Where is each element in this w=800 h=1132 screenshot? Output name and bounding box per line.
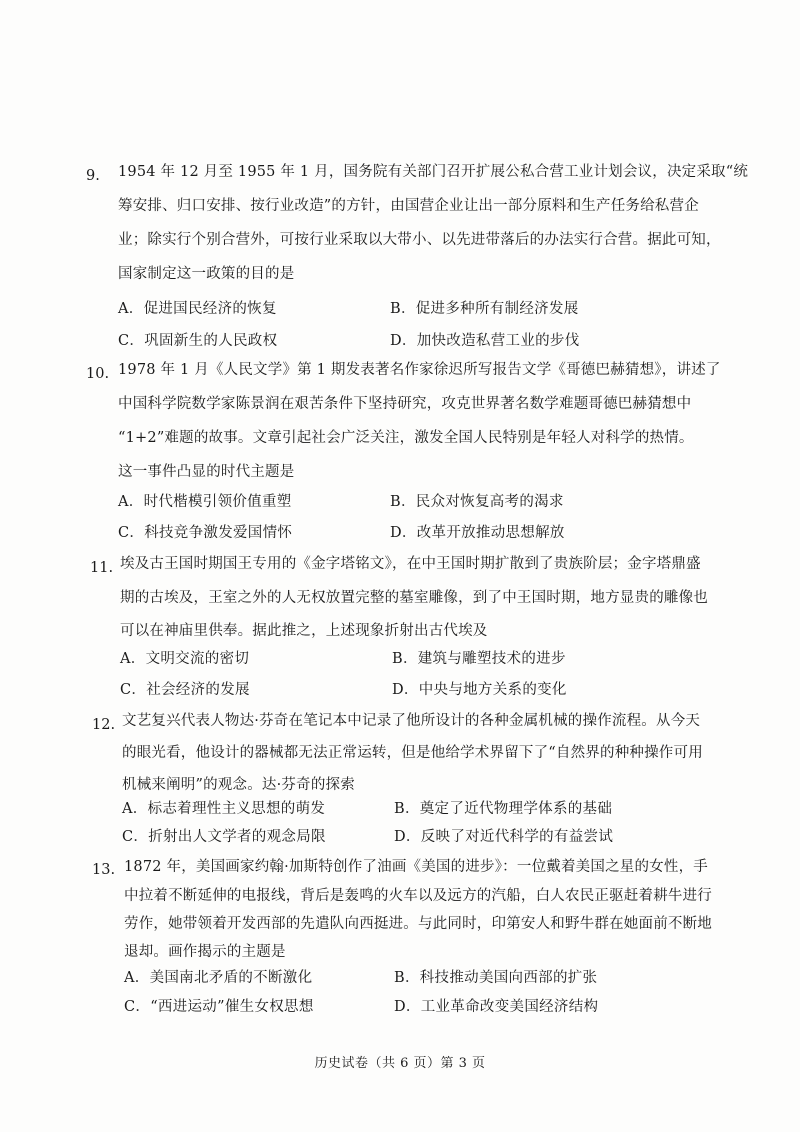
question-number: 13. xyxy=(92,862,116,878)
question-text-line: 这一事件凸显的时代主题是 xyxy=(118,464,295,480)
option-d[interactable]: D．中央与地方关系的变化 xyxy=(392,682,567,698)
option-a[interactable]: A．时代楷模引领价值重塑 xyxy=(118,494,292,510)
option-a[interactable]: A．文明交流的密切 xyxy=(120,651,250,667)
option-d[interactable]: D．加快改造私营工业的步伐 xyxy=(390,333,580,349)
question-text-line: 机械来阐明”的观念。达·芬奇的探索 xyxy=(122,777,355,793)
option-a[interactable]: A．美国南北矛盾的不断激化 xyxy=(124,970,313,986)
question-text-line: 可以在神庙里供奉。据此推之，上述现象折射出古代埃及 xyxy=(120,623,488,639)
option-a[interactable]: A．标志着理性主义思想的萌发 xyxy=(122,801,326,817)
question-number: 11. xyxy=(90,560,114,576)
question-text-line: 期的古埃及，王室之外的人无权放置完整的墓室雕像，到了中王国时期，地方显贵的雕像也 xyxy=(120,590,708,606)
question-text-line: “1+2”难题的故事。文章引起社会广泛关注，激发全国人民特别是年轻人对科学的热情。 xyxy=(118,430,694,446)
question-text-line: 1872 年，美国画家约翰·加斯特创作了油画《美国的进步》：一位戴着美国之星的女性，手 xyxy=(124,859,708,875)
option-b[interactable]: B．促进多种所有制经济发展 xyxy=(390,301,579,317)
option-d[interactable]: D．改革开放推动思想解放 xyxy=(390,525,565,541)
question-text-line: 筹安排、归口安排、按行业改造”的方针，由国营企业让出一部分原料和生产任务给私营企 xyxy=(118,198,699,214)
option-b[interactable]: B．科技推动美国向西部的扩张 xyxy=(394,970,598,986)
question-text-line: 劳作，她带领着开发西部的先遣队向西挺进。与此同时，印第安人和野牛群在她面前不断地 xyxy=(124,916,712,932)
question-text-line: 业；除实行个别合营外，可按行业采取以大带小、以先进带落后的办法实行合营。据此可知， xyxy=(118,232,721,248)
option-d[interactable]: D．工业革命改变美国经济结构 xyxy=(394,999,599,1015)
question-text-line: 中拉着不断延伸的电报线，背后是轰鸣的火车以及远方的汽船，白人农民正驱赶着耕牛进行 xyxy=(124,888,712,904)
option-a[interactable]: A．促进国民经济的恢复 xyxy=(118,301,277,317)
question-number: 9. xyxy=(86,168,100,184)
question-text-line: 退却。画作揭示的主题是 xyxy=(124,944,286,960)
question-text-line: 中国科学院数学家陈景润在艰苦条件下坚持研究，攻克世界著名数学难题哥德巴赫猜想中 xyxy=(118,396,692,412)
question-text-line: 1954 年 12 月至 1955 年 1 月，国务院有关部门召开扩展公私合营工业计划会议，决定采取“统 xyxy=(118,164,749,180)
option-c[interactable]: C．折射出人文学者的观念局限 xyxy=(122,829,326,845)
question-text-line: 1978 年 1 月《人民文学》第 1 期发表著名作家徐迟所写报告文学《哥德巴赫猜想》，讲述了 xyxy=(118,362,721,378)
option-b[interactable]: B．奠定了近代物理学体系的基础 xyxy=(394,801,613,817)
option-d[interactable]: D．反映了对近代科学的有益尝试 xyxy=(394,829,614,845)
option-c[interactable]: C．巩固新生的人民政权 xyxy=(118,333,278,349)
question-text-line: 文艺复兴代表人物达·芬奇在笔记本中记录了他所设计的各种金属机械的操作流程。从今天 xyxy=(122,713,701,729)
option-b[interactable]: B．建筑与雕塑技术的进步 xyxy=(392,651,566,667)
page-footer: 历史试卷（共 6 页）第 3 页 xyxy=(314,1056,486,1071)
question-text-line: 埃及古王国时期国王专用的《金字塔铭文》，在中王国时期扩散到了贵族阶层；金字塔鼎盛 xyxy=(120,556,701,572)
option-c[interactable]: C．科技竞争激发爱国情怀 xyxy=(118,525,293,541)
option-c[interactable]: C．“西进运动”催生女权思想 xyxy=(124,999,314,1015)
option-b[interactable]: B．民众对恢复高考的渴求 xyxy=(390,494,564,510)
option-c[interactable]: C．社会经济的发展 xyxy=(120,682,250,698)
question-number: 10. xyxy=(86,366,110,382)
question-text-line: 的眼光看，他设计的器械都无法正常运转，但是他给学术界留下了“自然界的种种操作可用 xyxy=(122,745,703,761)
question-text-line: 国家制定这一政策的目的是 xyxy=(118,266,295,282)
question-number: 12. xyxy=(92,717,116,733)
